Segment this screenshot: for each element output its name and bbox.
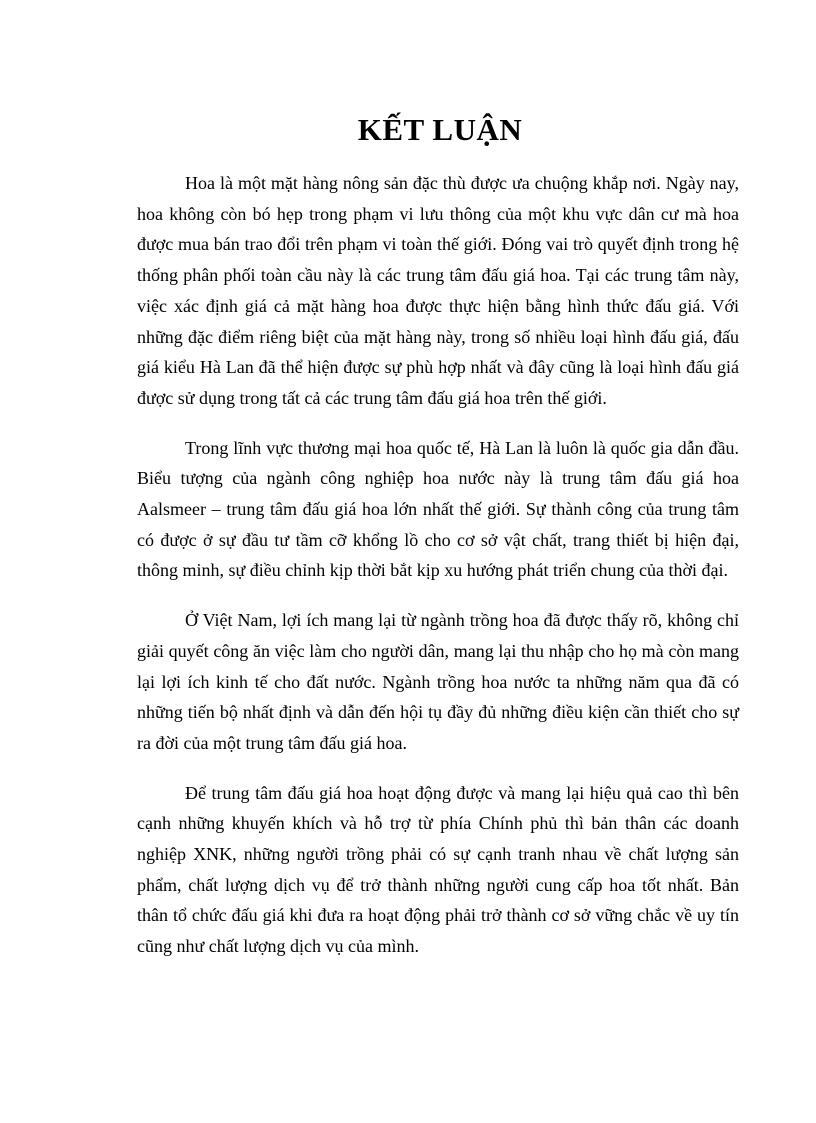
paragraph-3: Ở Việt Nam, lợi ích mang lại từ ngành trồng hoa đã được thấy rõ, không chỉ giải quyết công ăn việc làm cho người dân, mang lại thu nhập cho họ mà còn mang lại lợi ích kinh tế cho đất nước. Ngành trồng hoa nước ta những năm qua đã có những tiến bộ nhất định và dẫn đến hội tụ đầy đủ những điều kiện cần thiết cho sự ra đời của một trung tâm đấu giá hoa. xyxy=(137,610,739,753)
paragraph-4: Để trung tâm đấu giá hoa hoạt động được và mang lại hiệu quả cao thì bên cạnh những khuyến khích và hỗ trợ từ phía Chính phủ thì bản thân các doanh nghiệp XNK, những người trồng phải có sự cạnh tranh nhau về chất lượng sản phẩm, chất lượng dịch vụ để trở thành những người cung cấp hoa tốt nhất. Bản thân tổ chức đấu giá khi đưa ra hoạt động phải trở thành cơ sở vững chắc về uy tín cũng như chất lượng dịch vụ của mình. xyxy=(137,782,739,957)
document-body xyxy=(137,168,739,981)
page-title: KẾT LUẬN xyxy=(357,112,523,147)
paragraph-2: Trong lĩnh vực thương mại hoa quốc tế, Hà Lan là luôn là quốc gia dẫn đầu. Biểu tượng của ngành công nghiệp hoa nước này là trung tâm đấu giá hoa Aalsmeer – trung tâm đấu giá hoa lớn nhất thế giới. Sự thành công của trung tâm có được ở sự đầu tư tầm cỡ khổng lồ cho cơ sở vật chất, trang thiết bị hiện đại, thông minh, sự điều chỉnh kịp thời bắt kịp xu hướng phát triển chung của thời đại. xyxy=(137,437,739,581)
paragraph-1: Hoa là một mặt hàng nông sản đặc thù được ưa chuộng khắp nơi. Ngày nay, hoa không còn bó hẹp trong phạm vi lưu thông của một khu vực dân cư mà hoa được mua bán trao đổi trên phạm vi toàn thế giới. Đóng vai trò quyết định trong hệ thống phân phối toàn cầu này là các trung tâm đấu giá hoa. Tại các trung tâm này, việc xác định giá cả mặt hàng hoa được thực hiện bằng hình thức đấu giá. Với những đặc điểm riêng biệt của mặt hàng này, trong số nhiều loại hình đấu giá, đấu giá kiểu Hà Lan đã thể hiện được sự phù hợp nhất và đây cũng là loại hình đấu giá được sử dụng trong tất cả các trung tâm đấu giá hoa trên thế giới. xyxy=(137,173,739,408)
